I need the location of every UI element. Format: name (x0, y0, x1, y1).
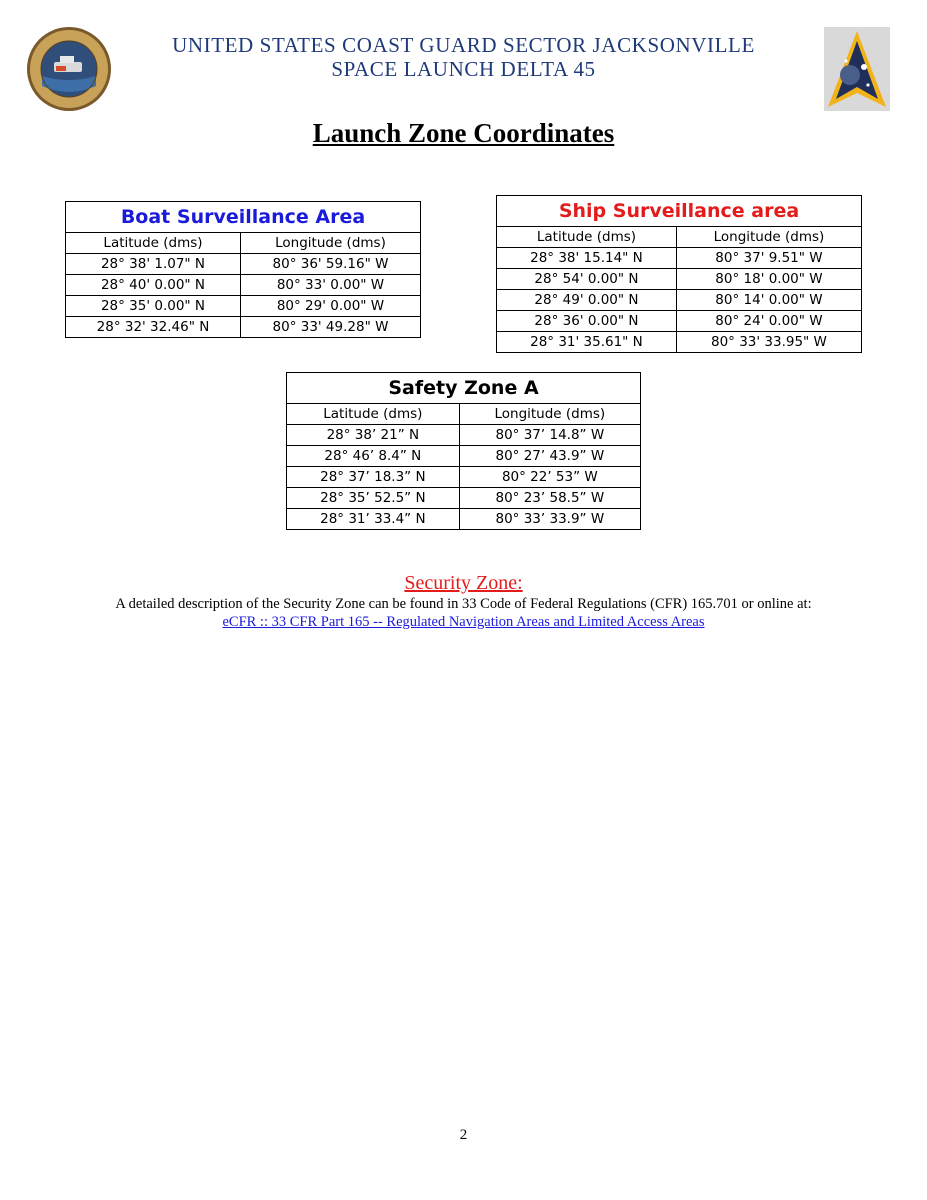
column-header: Latitude (dms) (66, 233, 241, 254)
longitude-cell: 80° 33' 33.95" W (676, 332, 861, 353)
table-row (287, 467, 641, 488)
longitude-cell: 80° 37’ 14.8” W (459, 425, 640, 446)
column-header: Latitude (dms) (287, 404, 460, 425)
latitude-cell: 28° 37’ 18.3” N (287, 467, 460, 488)
table-row (66, 275, 421, 296)
table-row (287, 488, 641, 509)
ecfr-link[interactable]: eCFR :: 33 CFR Part 165 -- Regulated Navigation Areas and Limited Access Areas (222, 614, 705, 630)
longitude-cell: 80° 33' 0.00" W (240, 275, 420, 296)
latitude-cell: 28° 35’ 52.5” N (287, 488, 460, 509)
table-title: Boat Surveillance Area (66, 202, 421, 233)
table-title: Safety Zone A (287, 373, 641, 404)
longitude-cell: 80° 33’ 33.9” W (459, 509, 640, 530)
safety-zone-a-table (286, 372, 641, 530)
boat-surveillance-table (65, 201, 421, 338)
header-line-1: UNITED STATES COAST GUARD SECTOR JACKSONVILLE (172, 33, 755, 57)
table-row (497, 332, 862, 353)
longitude-cell: 80° 18' 0.00" W (676, 269, 861, 290)
latitude-cell: 28° 49' 0.00" N (497, 290, 677, 311)
longitude-cell: 80° 37' 9.51" W (676, 248, 861, 269)
latitude-cell: 28° 31' 35.61" N (497, 332, 677, 353)
longitude-cell: 80° 22’ 53” W (459, 467, 640, 488)
longitude-cell: 80° 23’ 58.5” W (459, 488, 640, 509)
table-row (287, 425, 641, 446)
longitude-cell: 80° 33' 49.28" W (240, 317, 420, 338)
table-title: Ship Surveillance area (497, 196, 862, 227)
longitude-cell: 80° 24' 0.00" W (676, 311, 861, 332)
header-line-2: SPACE LAUNCH DELTA 45 (331, 57, 596, 81)
table-row (66, 296, 421, 317)
latitude-cell: 28° 32' 32.46" N (66, 317, 241, 338)
page-number: 2 (459, 1127, 468, 1143)
table-row (287, 446, 641, 467)
latitude-cell: 28° 31’ 33.4” N (287, 509, 460, 530)
table-row (66, 317, 421, 338)
longitude-cell: 80° 29' 0.00" W (240, 296, 420, 317)
column-header: Latitude (dms) (497, 227, 677, 248)
security-zone-description: A detailed description of the Security Zone can be found in 33 Code of Federal Regulations (CFR) 165.701 or online at: (115, 596, 812, 612)
latitude-cell: 28° 46’ 8.4” N (287, 446, 460, 467)
latitude-cell: 28° 35' 0.00" N (66, 296, 241, 317)
page-title: Launch Zone Coordinates (312, 118, 615, 148)
column-header: Longitude (dms) (676, 227, 861, 248)
table-row (66, 254, 421, 275)
latitude-cell: 28° 38' 1.07" N (66, 254, 241, 275)
latitude-cell: 28° 54' 0.00" N (497, 269, 677, 290)
table-row (497, 290, 862, 311)
table-row (497, 311, 862, 332)
security-zone-section (0, 572, 927, 631)
security-zone-title: Security Zone: (404, 572, 523, 594)
latitude-cell: 28° 38' 15.14" N (497, 248, 677, 269)
longitude-cell: 80° 27’ 43.9” W (459, 446, 640, 467)
latitude-cell: 28° 36' 0.00" N (497, 311, 677, 332)
column-header: Longitude (dms) (240, 233, 420, 254)
ship-surveillance-table (496, 195, 862, 353)
latitude-cell: 28° 38’ 21” N (287, 425, 460, 446)
table-row (287, 509, 641, 530)
longitude-cell: 80° 14' 0.00" W (676, 290, 861, 311)
table-row (497, 248, 862, 269)
latitude-cell: 28° 40' 0.00" N (66, 275, 241, 296)
document-header (0, 33, 927, 81)
longitude-cell: 80° 36' 59.16" W (240, 254, 420, 275)
column-header: Longitude (dms) (459, 404, 640, 425)
table-row (497, 269, 862, 290)
